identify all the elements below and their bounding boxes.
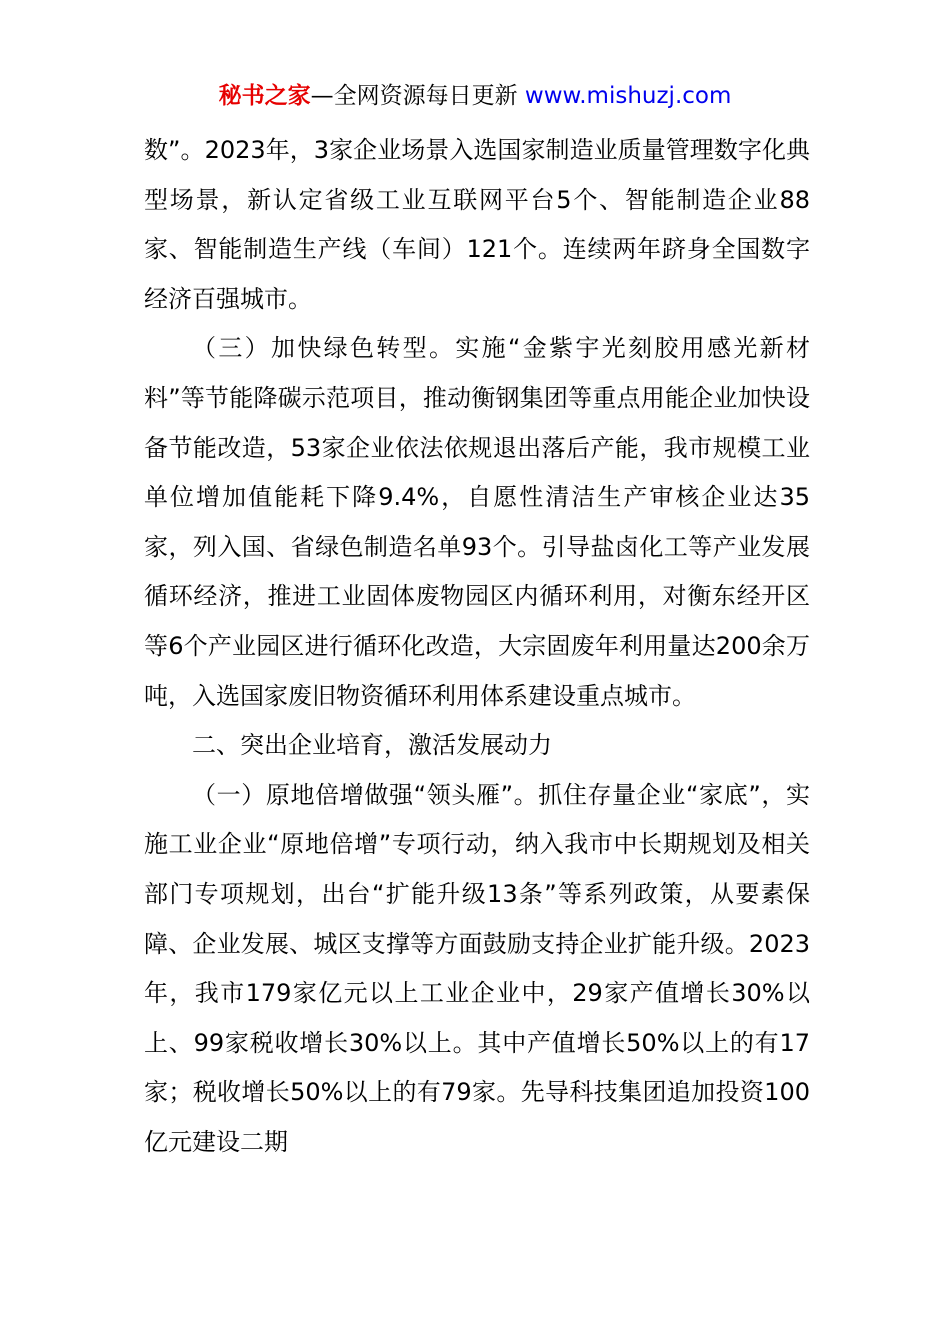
site-url-link[interactable]: www.mishuzj.com bbox=[524, 83, 732, 109]
paragraph-2: （三）加快绿色转型。实施“金紫宇光刻胶用感光新材料”等节能降碳示范项目，推动衡钢集团等重点用能企业加快设备节能改造，53家企业依法依规退出落后产能，我市规模工业单位增加值能耗下降9.4%，自愿性清洁生产审核企业达35家，列入国、省绿色制造名单93个。引导盐卤化工等产业发展循环经济，推进工业固体废物园区内循环利用，对衡东经开区等6个产业园区进行循环化改造，大宗固废年利用量达200余万吨，入选国家废旧物资循环利用体系建设重点城市。 bbox=[144, 334, 810, 710]
paragraph-1: 数”。2023年，3家企业场景入选国家制造业质量管理数字化典型场景，新认定省级工业互联网平台5个、智能制造企业88家、智能制造生产线（车间）121个。连续两年跻身全国数字经济百强城市。 bbox=[144, 136, 810, 313]
section-heading: 二、突出企业培育，激活发展动力 bbox=[192, 731, 552, 760]
page-header bbox=[0, 80, 950, 112]
document-body bbox=[144, 126, 810, 1167]
site-tagline: —全网资源每日更新 bbox=[310, 83, 525, 109]
site-brand: 秘书之家 bbox=[218, 83, 311, 109]
paragraph-3: （一）原地倍增做强“领头雁”。抓住存量企业“家底”，实施工业企业“原地倍增”专项行动，纳入我市中长期规划及相关部门专项规划，出台“扩能升级13条”等系列政策，从要素保障、企业发展、城区支撑等方面鼓励支持企业扩能升级。2023年，我市179家亿元以上工业企业中，29家产值增长30%以上、99家税收增长30%以上。其中产值增长50%以上的有17家；税收增长50%以上的有79家。先导科技集团追加投资100亿元建设二期 bbox=[144, 780, 810, 1156]
